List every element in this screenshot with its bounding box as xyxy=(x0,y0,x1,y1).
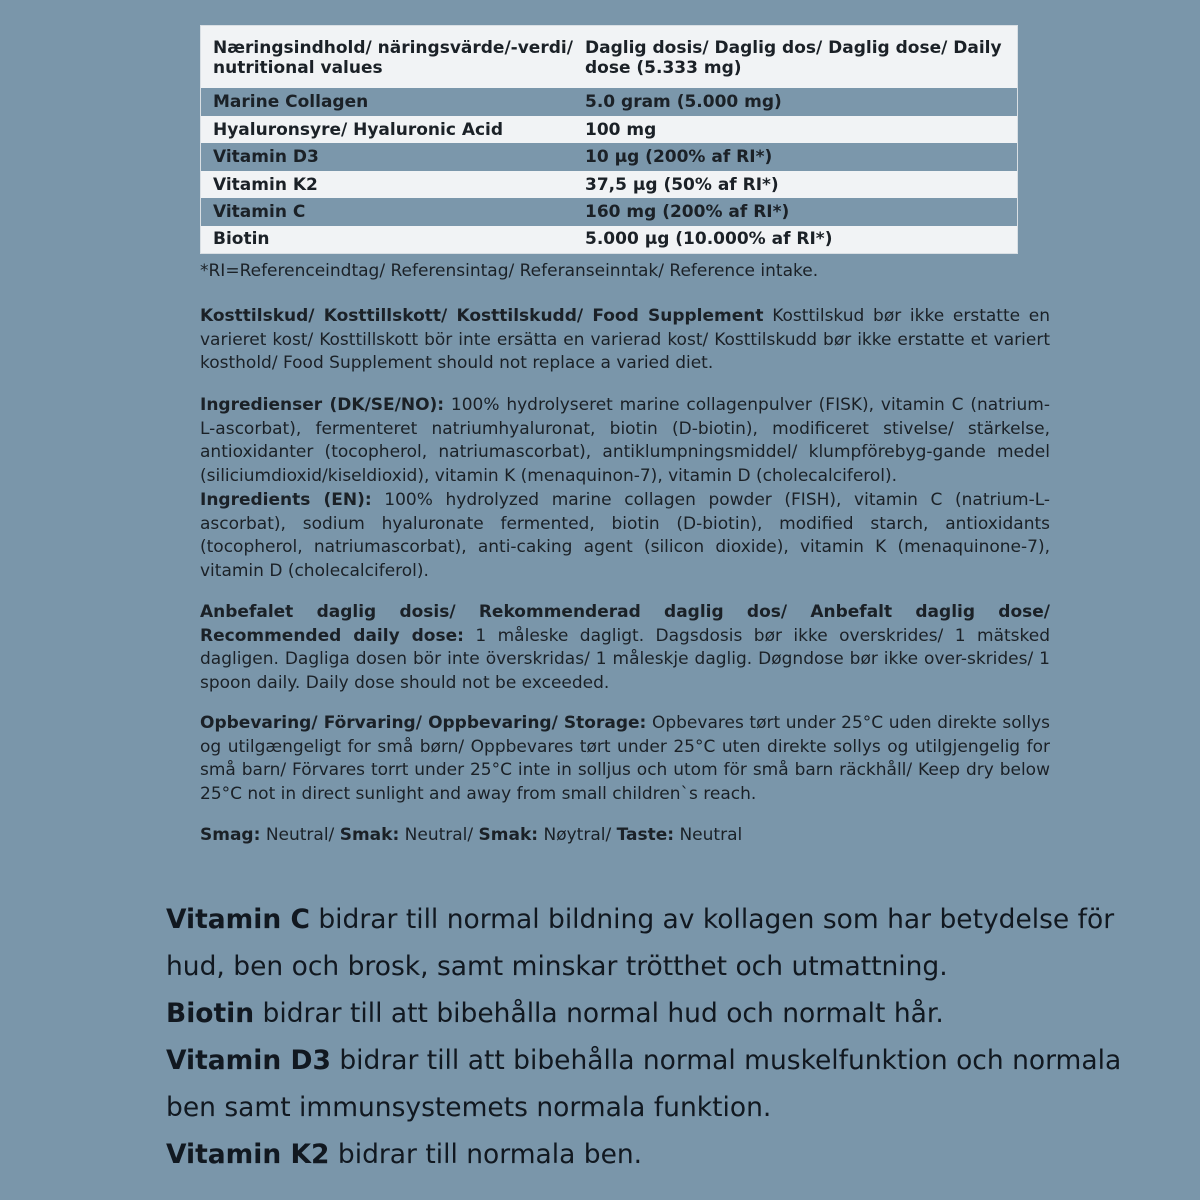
table-row xyxy=(201,198,1018,226)
row-name: Vitamin C xyxy=(213,202,306,222)
dose-text: 1 måleske dagligt. Dagsdosis bør ikke overskrides/ 1 mätsked dagligen. Dagliga dosen bör inte överskridas/ 1 måleskje daglig. Døgndose bør ikke over-skrides/ 1 spoon daily. Daily dose should not be exceeded. xyxy=(200,625,1050,694)
table-row xyxy=(201,143,1018,171)
claim-item xyxy=(166,1131,1126,1178)
claim-text: bidrar till att bibehålla normal muskelfunktion och normala ben samt immunsystemets normala funktion. xyxy=(166,1045,1122,1123)
table-row xyxy=(201,226,1018,253)
ingredients-text-en: 100% hydrolyzed marine collagen powder (FISH), vitamin C (natrium-L-ascorbat), sodium hyaluronate fermented, biotin (D-biotin), modified starch, antioxidants (tocopherol, natriumascorbat), anti-caking agent (silicon dioxide), vitamin K (menaquinone-7), vitamin D (cholecalciferol). xyxy=(200,489,1051,581)
ingredients-paragraph xyxy=(200,394,1050,584)
nutrition-table xyxy=(200,25,1018,254)
storage-text: Opbevares tørt under 25°C uden direkte sollys og utilgængeligt for små børn/ Oppbevares tørt under 25°C uten direkte sollys og utilgjengelig for små barn/ Förvares torrt under 25°C inte in solljus och utom för små barn räckhåll/ Keep dry below 25°C not in direct sunlight and away from small children`s reach. xyxy=(200,713,1051,805)
row-value: 10 µg (200% af RI*) xyxy=(585,147,773,167)
claim-term: Vitamin D3 xyxy=(166,1045,331,1076)
row-name: Vitamin D3 xyxy=(213,147,319,167)
row-name: Vitamin K2 xyxy=(213,174,318,195)
claim-term: Vitamin C xyxy=(166,904,310,935)
ingredients-text-dk: 100% hydrolyseret marine collagenpulver (FISK), vitamin C (natrium-L-ascorbat), fermenteret natriumhyaluronat, biotin (D-biotin), modificeret stivelse/ stärkelse, antioxidanter (tocopherol, natriumascorbat), antiklumpningsmiddel/ klumpförebyg-gande medel (siliciumdioxid/kiseldioxid), vitamin K (menaquinon-7), vitamin D (cholecalciferol). xyxy=(200,395,1050,487)
table-row xyxy=(201,171,1018,198)
taste-value: Neutral xyxy=(679,825,743,845)
taste-value: Neutral/ xyxy=(404,825,474,845)
supplement-heading: Kosttilskud/ Kosttillskott/ Kosttilskudd/ Food Supplement xyxy=(200,306,764,326)
ingredients-heading-dk: Ingredienser (DK/SE/NO): xyxy=(200,395,445,415)
taste-label: Smak: xyxy=(478,825,539,845)
row-name: Hyaluronsyre/ Hyaluronic Acid xyxy=(213,119,504,140)
row-value: 5.0 gram (5.000 mg) xyxy=(585,92,782,112)
table-row xyxy=(201,88,1018,116)
claim-text: bidrar till att bibehålla normal hud och normalt hår. xyxy=(262,998,944,1029)
claim-text: bidrar till normala ben. xyxy=(337,1139,643,1170)
table-header-row xyxy=(201,26,1018,89)
row-name: Marine Collagen xyxy=(213,92,369,112)
ingredients-heading-en: Ingredients (EN): xyxy=(200,489,372,510)
nutrition-table-container xyxy=(200,25,1018,254)
claim-item xyxy=(166,1037,1126,1131)
table-row xyxy=(201,116,1018,143)
food-supplement-paragraph xyxy=(200,305,1050,376)
taste-value: Neutral/ xyxy=(265,825,335,845)
row-name: Biotin xyxy=(213,229,270,250)
taste-line xyxy=(200,824,1050,848)
taste-label: Smak: xyxy=(339,825,400,845)
header-daily-dose: Daglig dosis/ Daglig dos/ Daglig dose/ Daily dose (5.333 mg) xyxy=(573,26,1018,89)
daily-dose-paragraph xyxy=(200,601,1050,696)
storage-paragraph xyxy=(200,712,1050,807)
claim-term: Vitamin K2 xyxy=(166,1139,330,1170)
taste-label: Taste: xyxy=(616,825,675,845)
dose-heading: Anbefalet daglig dosis/ Rekommenderad daglig dos/ Anbefalt daglig dose/ Recommended daily dose: xyxy=(200,602,1050,646)
taste-value: Nøytral/ xyxy=(543,825,612,845)
storage-heading: Opbevaring/ Förvaring/ Oppbevaring/ Storage: xyxy=(200,713,647,733)
claim-item xyxy=(166,896,1126,990)
row-value: 100 mg xyxy=(585,119,657,140)
claim-text: bidrar till normal bildning av kollagen som har betydelse för hud, ben och brosk, samt minskar trötthet och utmattning. xyxy=(166,904,1115,982)
row-value: 37,5 µg (50% af RI*) xyxy=(585,174,779,195)
row-value: 160 mg (200% af RI*) xyxy=(585,202,790,222)
row-value: 5.000 µg (10.000% af RI*) xyxy=(585,229,833,250)
supplement-text: Kosttilskud bør ikke erstatte en varieret kost/ Kosttillskott bör inte ersätta en varierad kost/ Kosttilskudd bør ikke erstatte et variert kosthold/ Food Supplement should not replace a varied diet. xyxy=(200,306,1051,374)
header-nutritional-values: Næringsindhold/ näringsvärde/-verdi/ nutritional values xyxy=(201,26,574,89)
claim-item xyxy=(166,990,1126,1037)
taste-label: Smag: xyxy=(200,825,261,845)
claim-term: Biotin xyxy=(166,998,255,1029)
health-claims xyxy=(166,896,1126,1178)
reference-intake-footnote: *RI=Referenceindtag/ Referensintag/ Referanseinntak/ Reference intake. xyxy=(200,261,819,281)
